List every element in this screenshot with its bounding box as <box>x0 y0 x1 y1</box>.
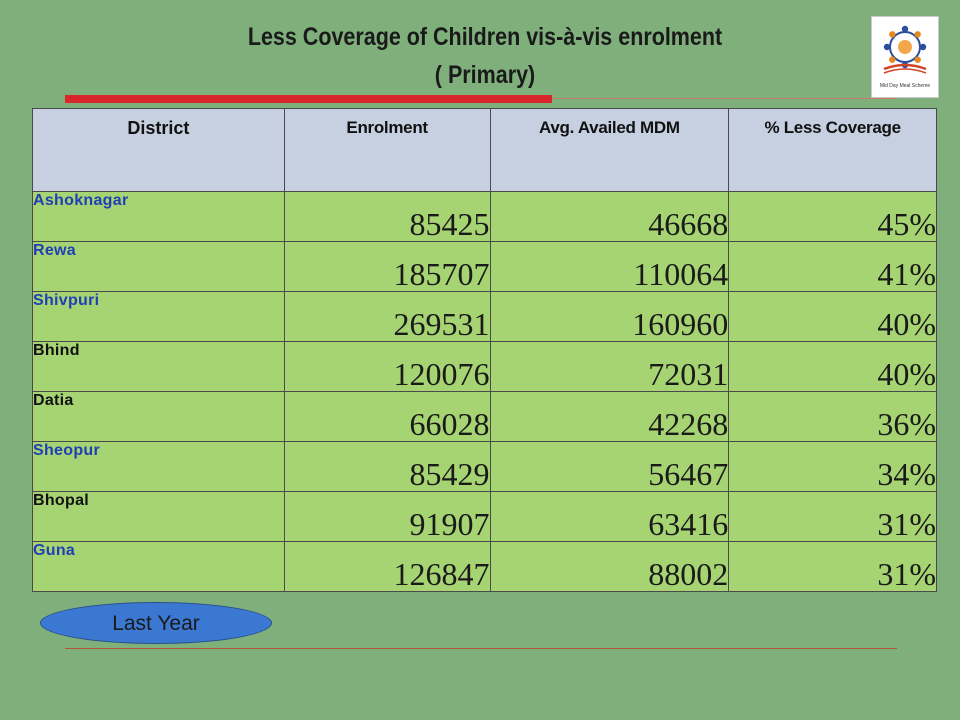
enrolment-value: 91907 <box>284 492 490 542</box>
bottom-divider <box>65 648 897 649</box>
district-name: Rewa <box>33 242 285 292</box>
district-name: Shivpuri <box>33 292 285 342</box>
table-row <box>33 292 937 342</box>
availed-value: 46668 <box>490 192 729 242</box>
logo-emblem-icon <box>872 17 938 83</box>
enrolment-value: 66028 <box>284 392 490 442</box>
availed-value: 88002 <box>490 542 729 592</box>
title-underline-accent <box>65 95 552 103</box>
district-name: Ashoknagar <box>33 192 285 242</box>
table-row <box>33 342 937 392</box>
enrolment-value: 120076 <box>284 342 490 392</box>
table-header-row <box>33 109 937 192</box>
district-name: Bhopal <box>33 492 285 542</box>
less-coverage-value: 41% <box>729 242 937 292</box>
table-row <box>33 542 937 592</box>
less-coverage-value: 40% <box>729 342 937 392</box>
enrolment-value: 185707 <box>284 242 490 292</box>
header-less-coverage: % Less Coverage <box>729 109 937 192</box>
logo-caption: Mid Day Meal Scheme <box>879 83 931 89</box>
enrolment-value: 85429 <box>284 442 490 492</box>
availed-value: 42268 <box>490 392 729 442</box>
top-divider <box>552 98 897 99</box>
less-coverage-value: 36% <box>729 392 937 442</box>
availed-value: 72031 <box>490 342 729 392</box>
enrolment-value: 269531 <box>284 292 490 342</box>
last-year-button[interactable]: Last Year <box>40 602 272 644</box>
enrolment-value: 126847 <box>284 542 490 592</box>
slide-title-line1: Less Coverage of Children vis-à-vis enrolment <box>247 23 723 51</box>
header-district: District <box>33 109 285 192</box>
district-name: Datia <box>33 392 285 442</box>
mid-day-meal-logo <box>871 16 939 98</box>
table-row <box>33 192 937 242</box>
slide-title <box>171 18 799 94</box>
availed-value: 160960 <box>490 292 729 342</box>
district-name: Bhind <box>33 342 285 392</box>
availed-value: 63416 <box>490 492 729 542</box>
header-avg-availed-mdm: Avg. Availed MDM <box>490 109 729 192</box>
less-coverage-value: 31% <box>729 542 937 592</box>
less-coverage-value: 31% <box>729 492 937 542</box>
table-row <box>33 442 937 492</box>
less-coverage-value: 34% <box>729 442 937 492</box>
district-name: Guna <box>33 542 285 592</box>
availed-value: 56467 <box>490 442 729 492</box>
less-coverage-value: 45% <box>729 192 937 242</box>
table-row <box>33 242 937 292</box>
coverage-table <box>32 108 937 592</box>
less-coverage-value: 40% <box>729 292 937 342</box>
slide-title-line2: ( Primary) <box>434 61 536 89</box>
table-row <box>33 492 937 542</box>
district-name: Sheopur <box>33 442 285 492</box>
table-row <box>33 392 937 442</box>
enrolment-value: 85425 <box>284 192 490 242</box>
header-enrolment: Enrolment <box>284 109 490 192</box>
availed-value: 110064 <box>490 242 729 292</box>
